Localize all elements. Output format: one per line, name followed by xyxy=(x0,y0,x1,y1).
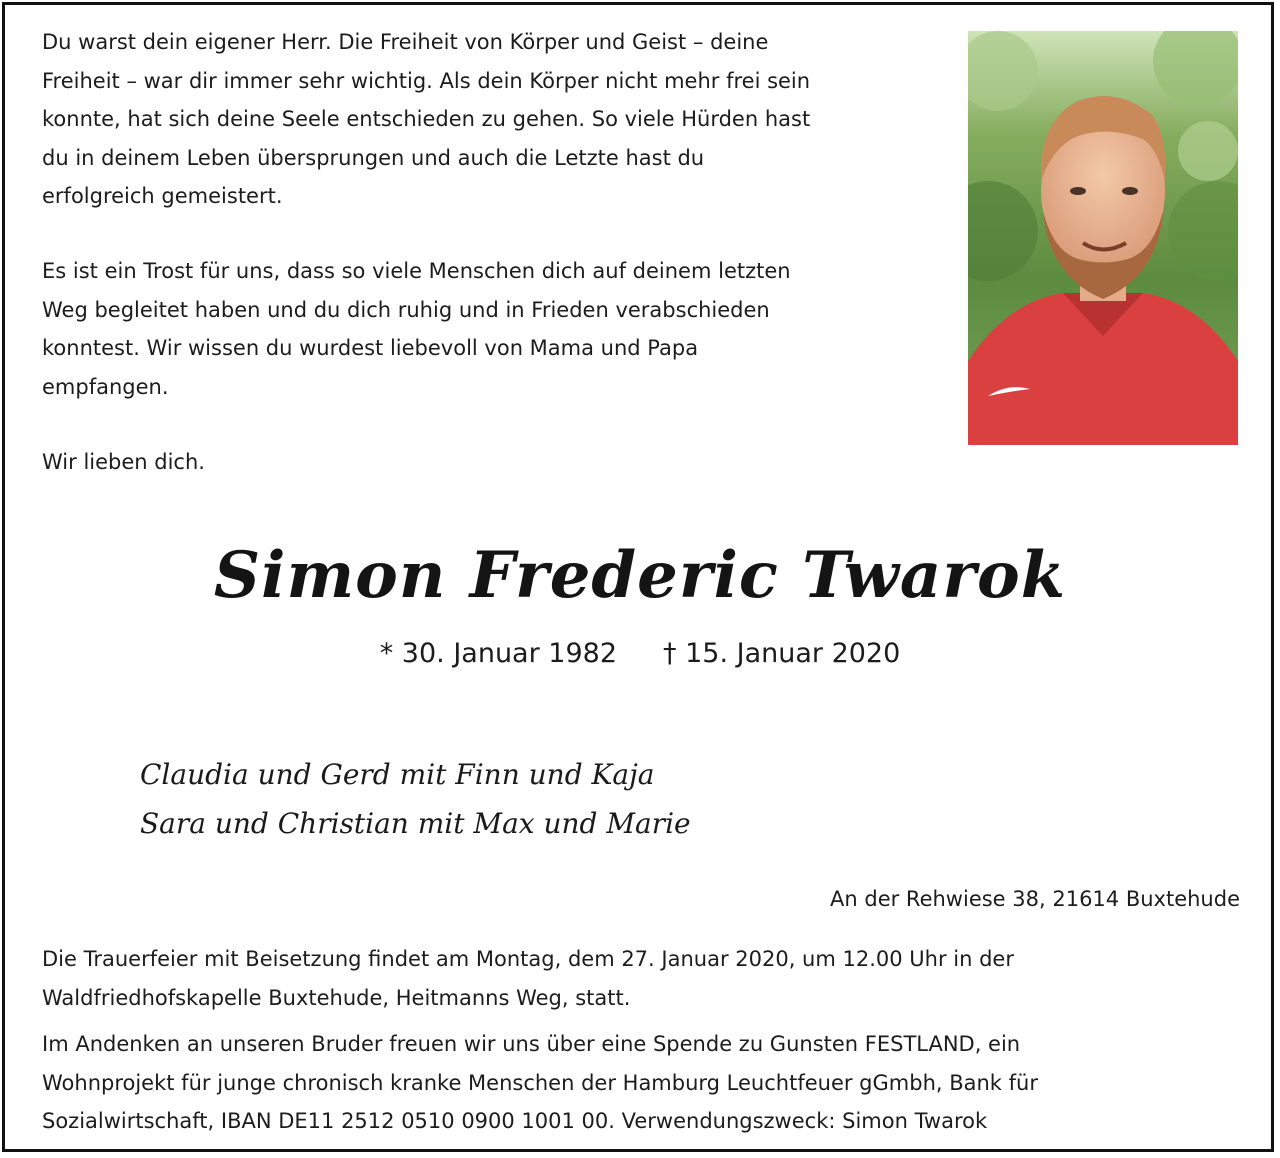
trost-line: Es ist ein Trost für uns, dass so viele Menschen dich auf deinem letzten xyxy=(42,259,791,283)
donation-line: Sozialwirtschaft, IBAN DE11 2512 0510 0900 1001 00. Verwendungszweck: Simon Twarok xyxy=(42,1109,988,1133)
closing-text: Wir lieben dich. xyxy=(42,450,205,474)
family-address: An der Rehwiese 38, 21614 Buxtehude xyxy=(830,887,1240,911)
life-dates xyxy=(0,634,1280,674)
closing-line xyxy=(42,443,205,482)
portrait-illustration xyxy=(968,31,1238,445)
intro-line: du in deinem Leben übersprungen und auch die Letzte hast du xyxy=(42,145,705,170)
trost-line: konntest. Wir wissen du wurdest liebevoll von Mama und Papa xyxy=(42,336,699,360)
intro-line: erfolgreich gemeistert. xyxy=(42,184,283,208)
portrait-photo xyxy=(968,31,1238,445)
intro-paragraph xyxy=(42,23,810,216)
ceremony-line: Waldfriedhofskapelle Buxtehude, Heitmanns Weg, statt. xyxy=(42,985,631,1010)
family-line: Sara und Christian mit Max und Marie xyxy=(140,807,691,840)
deceased-name: Simon Frederic Twarok xyxy=(213,538,1067,613)
ceremony-line: Die Trauerfeier mit Beisetzung findet am Montag, dem 27. Januar 2020, um 12.00 Uhr in der xyxy=(42,947,1014,971)
intro-line: Freiheit – war dir immer sehr wichtig. Als dein Körper nicht mehr frei sein xyxy=(42,68,811,93)
donation-line: Im Andenken an unseren Bruder freuen wir uns über eine Spende zu Gunsten FESTLAND, ein xyxy=(42,1032,1021,1056)
trost-line: Weg begleitet haben und du dich ruhig und in Frieden verabschieden xyxy=(42,297,770,322)
trost-line: empfangen. xyxy=(42,374,169,399)
family-signature xyxy=(140,750,691,848)
intro-line: konnte, hat sich deine Seele entschieden zu gehen. So viele Hürden hast xyxy=(42,107,811,131)
family-line: Claudia und Gerd mit Finn und Kaja xyxy=(140,758,655,791)
trost-paragraph xyxy=(42,252,791,406)
donation-line: Wohnprojekt für junge chronisch kranke Menschen der Hamburg Leuchtfeuer gGmbh, Bank für xyxy=(42,1070,1038,1095)
ceremony-paragraph xyxy=(42,940,1014,1017)
birth-date: * 30. Januar 1982 xyxy=(379,638,617,669)
donation-paragraph xyxy=(42,1025,1038,1141)
intro-line: Du warst dein eigener Herr. Die Freiheit von Körper und Geist – deine xyxy=(42,30,769,54)
death-date: † 15. Januar 2020 xyxy=(663,638,901,669)
